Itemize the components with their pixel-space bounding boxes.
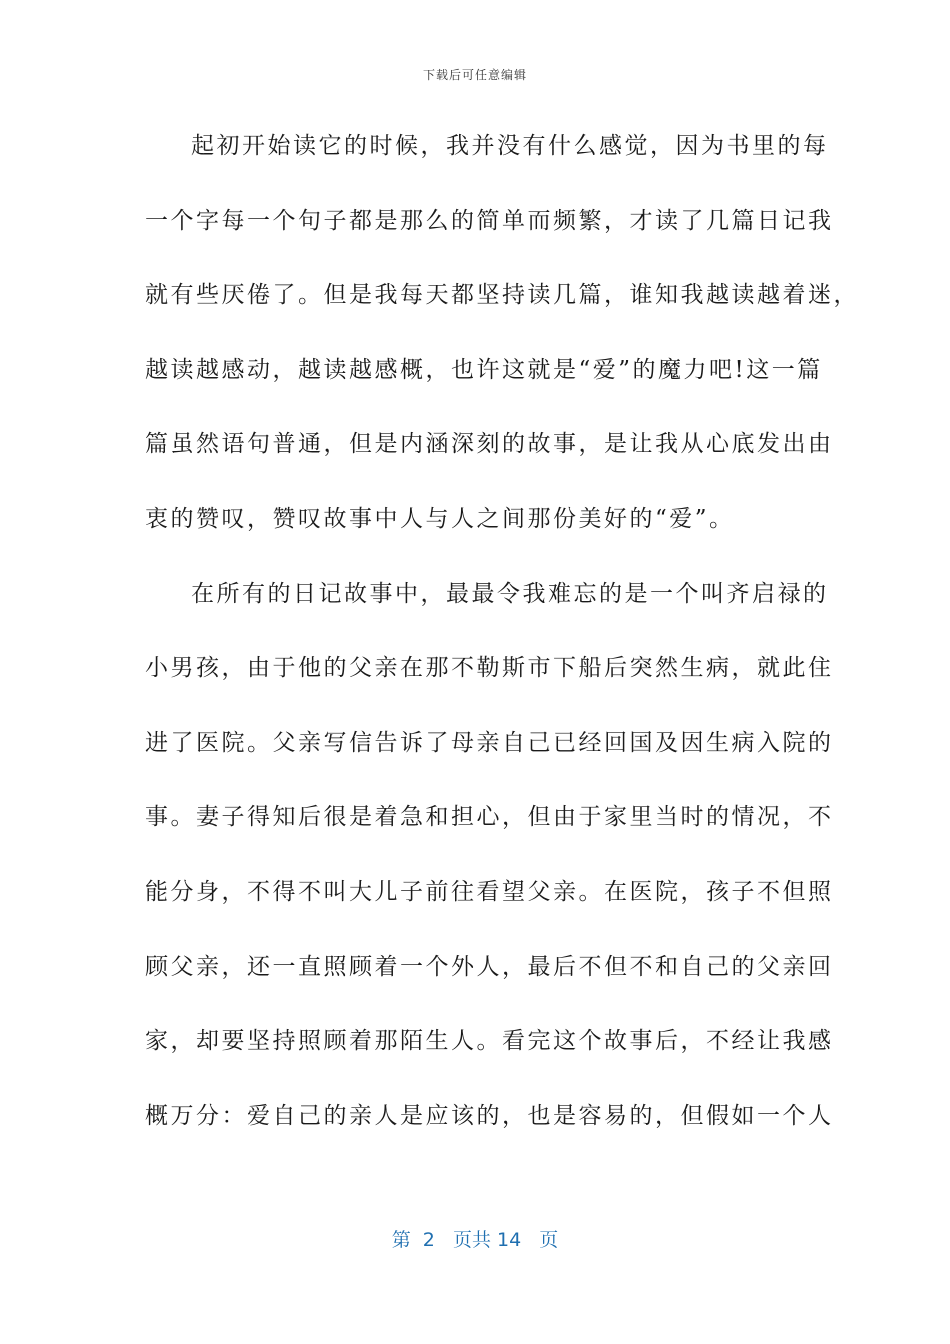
page-header: 下载后可任意编辑 (422, 68, 527, 82)
document-body (145, 120, 859, 1164)
text-line: 在所有的日记故事中，最最令我难忘的是一个叫齐启禄的 (191, 580, 829, 607)
text-line: 越读越感动，越读越感概，也许这就是“爱”的魔力吧!这一篇 (145, 356, 823, 383)
paragraph-1 (145, 120, 859, 568)
text-line: 进了医院。父亲写信告诉了母亲自己已经回国及因生病入院的 (145, 729, 834, 756)
text-line: 起初开始读它的时候，我并没有什么感觉，因为书里的每 (191, 133, 829, 159)
text-line: 一个字每一个句子都是那么的简单而频繁，才读了几篇日记我 (145, 207, 834, 234)
text-line: 概万分：爱自己的亲人是应该的，也是容易的，但假如一个人 (145, 1102, 834, 1129)
text-line: 家，却要坚持照顾着那陌生人。看完这个故事后，不经让我感 (145, 1028, 834, 1055)
paragraph-2 (145, 568, 834, 1165)
text-line: 事。妻子得知后很是着急和担心，但由于家里当时的情况，不 (145, 804, 834, 831)
text-line: 能分身，不得不叫大儿子前往看望父亲。在医院，孩子不但照 (145, 878, 834, 905)
text-line: 小男孩，由于他的父亲在那不勒斯市下船后突然生病，就此住 (145, 655, 834, 682)
text-line: 衷的赞叹，赞叹故事中人与人之间那份美好的“爱”。 (145, 505, 735, 532)
text-line: 篇虽然语句普通，但是内涵深刻的故事，是让我从心底发出由 (145, 431, 834, 458)
page-footer: 第 2 页共 14 页 (391, 1229, 559, 1251)
text-line: 就有些厌倦了。但是我每天都坚持读几篇，谁知我越读越着迷， (145, 282, 859, 309)
text-line: 顾父亲，还一直照顾着一个外人，最后不但不和自己的父亲回 (145, 953, 834, 980)
